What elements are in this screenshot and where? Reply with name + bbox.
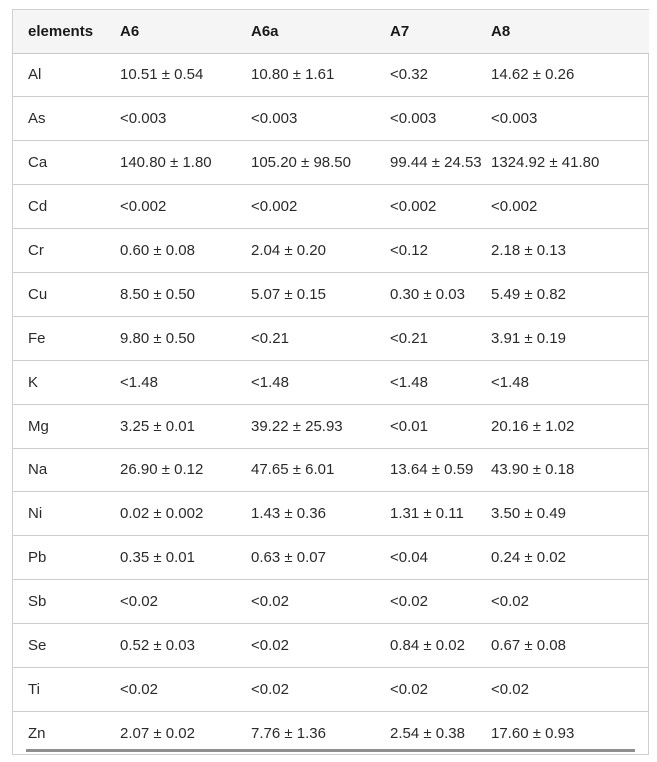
- value-cell: <0.003: [237, 97, 376, 141]
- table-row: [13, 53, 649, 97]
- value-cell: 2.54 ± 0.38: [390, 725, 465, 743]
- header-elements: elements: [13, 10, 106, 53]
- value-cell: <0.02: [106, 580, 237, 624]
- value-cell: 3.91 ± 0.19: [477, 316, 649, 360]
- table-row: [13, 97, 649, 141]
- table-row: [13, 536, 649, 580]
- value-cell: 10.51 ± 0.54: [106, 53, 237, 97]
- value-cell: <0.002: [376, 185, 477, 229]
- value-cell: 43.90 ± 0.18: [477, 448, 649, 492]
- value-cell: 1.43 ± 0.36: [237, 492, 376, 536]
- header-a6a: A6a: [237, 10, 376, 53]
- value-cell: <1.48: [477, 360, 649, 404]
- value-cell: <0.04: [376, 536, 477, 580]
- value-cell: 17.60 ± 0.93: [491, 725, 575, 743]
- value-cell: <0.003: [106, 97, 237, 141]
- element-cell: Sb: [13, 580, 106, 624]
- table-row: [13, 272, 649, 316]
- element-cell: Cr: [13, 229, 106, 273]
- value-cell: 47.65 ± 6.01: [237, 448, 376, 492]
- element-cell: Cu: [13, 272, 106, 316]
- table-row: [13, 492, 649, 536]
- value-cell: 1.31 ± 0.11: [376, 492, 477, 536]
- element-cell: Na: [13, 448, 106, 492]
- header-row: [13, 10, 649, 53]
- value-cell: <0.02: [376, 667, 477, 711]
- table-row: [13, 141, 649, 185]
- value-cell: 0.60 ± 0.08: [106, 229, 237, 273]
- value-cell: <0.12: [376, 229, 477, 273]
- value-cell: <0.21: [237, 316, 376, 360]
- value-cell: 8.50 ± 0.50: [106, 272, 237, 316]
- element-cell: Cd: [13, 185, 106, 229]
- value-cell: 0.52 ± 0.03: [106, 624, 237, 668]
- element-cell: Ca: [13, 141, 106, 185]
- value-cell: <0.02: [237, 667, 376, 711]
- value-cell: 14.62 ± 0.26: [477, 53, 649, 97]
- value-cell: 3.50 ± 0.49: [477, 492, 649, 536]
- header-a7: A7: [376, 10, 477, 53]
- table-row: [13, 404, 649, 448]
- value-cell: <0.003: [376, 97, 477, 141]
- table-row: [13, 229, 649, 273]
- element-cell: Ti: [13, 667, 106, 711]
- value-cell: 0.24 ± 0.02: [477, 536, 649, 580]
- value-cell: <0.003: [477, 97, 649, 141]
- element-cell: Ni: [13, 492, 106, 536]
- value-cell: <0.02: [376, 580, 477, 624]
- value-cell: <1.48: [376, 360, 477, 404]
- value-cell: 20.16 ± 1.02: [477, 404, 649, 448]
- table-row: [13, 360, 649, 404]
- table-row: [13, 580, 649, 624]
- value-cell: 0.02 ± 0.002: [106, 492, 237, 536]
- element-cell: Zn: [28, 725, 46, 743]
- value-cell: 3.25 ± 0.01: [106, 404, 237, 448]
- value-cell: 140.80 ± 1.80: [106, 141, 237, 185]
- value-cell: <0.02: [237, 580, 376, 624]
- value-cell: 2.07 ± 0.02: [120, 725, 195, 743]
- element-cell: Mg: [13, 404, 106, 448]
- value-cell: 26.90 ± 0.12: [106, 448, 237, 492]
- value-cell: <1.48: [237, 360, 376, 404]
- value-cell: 2.18 ± 0.13: [477, 229, 649, 273]
- value-cell: 13.64 ± 0.59: [376, 448, 477, 492]
- table-row: [13, 624, 649, 668]
- value-cell: 9.80 ± 0.50: [106, 316, 237, 360]
- value-cell: 0.63 ± 0.07: [237, 536, 376, 580]
- value-cell: <0.002: [237, 185, 376, 229]
- data-table: [13, 10, 649, 755]
- value-cell: 99.44 ± 24.53: [376, 141, 477, 185]
- value-cell: <0.21: [376, 316, 477, 360]
- element-cell: Se: [13, 624, 106, 668]
- value-cell: <0.01: [376, 404, 477, 448]
- value-cell: 2.04 ± 0.20: [237, 229, 376, 273]
- value-cell: 0.84 ± 0.02: [376, 624, 477, 668]
- value-cell: <0.32: [376, 53, 477, 97]
- element-cell: Fe: [13, 316, 106, 360]
- value-cell: 7.76 ± 1.36: [251, 725, 326, 743]
- value-cell: <1.48: [106, 360, 237, 404]
- value-cell: 0.35 ± 0.01: [106, 536, 237, 580]
- value-cell: 1324.92 ± 41.80: [477, 141, 649, 185]
- value-cell: <0.02: [237, 624, 376, 668]
- value-cell: <0.02: [106, 667, 237, 711]
- element-cell: Pb: [13, 536, 106, 580]
- element-cell: As: [13, 97, 106, 141]
- header-a8: A8: [477, 10, 649, 53]
- value-cell: 10.80 ± 1.61: [237, 53, 376, 97]
- value-cell: <0.02: [477, 580, 649, 624]
- table-row: [13, 316, 649, 360]
- value-cell: 39.22 ± 25.93: [237, 404, 376, 448]
- value-cell: 0.30 ± 0.03: [376, 272, 477, 316]
- value-cell: 105.20 ± 98.50: [237, 141, 376, 185]
- table-bottom-rule: [26, 749, 635, 752]
- header-a6: A6: [106, 10, 237, 53]
- table-row: [13, 185, 649, 229]
- table-row: [13, 667, 649, 711]
- table-row: [13, 448, 649, 492]
- element-concentration-table: [12, 9, 649, 755]
- value-cell: 5.07 ± 0.15: [237, 272, 376, 316]
- value-cell: <0.002: [106, 185, 237, 229]
- value-cell: 0.67 ± 0.08: [477, 624, 649, 668]
- value-cell: <0.02: [477, 667, 649, 711]
- value-cell: <0.002: [477, 185, 649, 229]
- element-cell: K: [13, 360, 106, 404]
- element-cell: Al: [13, 53, 106, 97]
- value-cell: 5.49 ± 0.82: [477, 272, 649, 316]
